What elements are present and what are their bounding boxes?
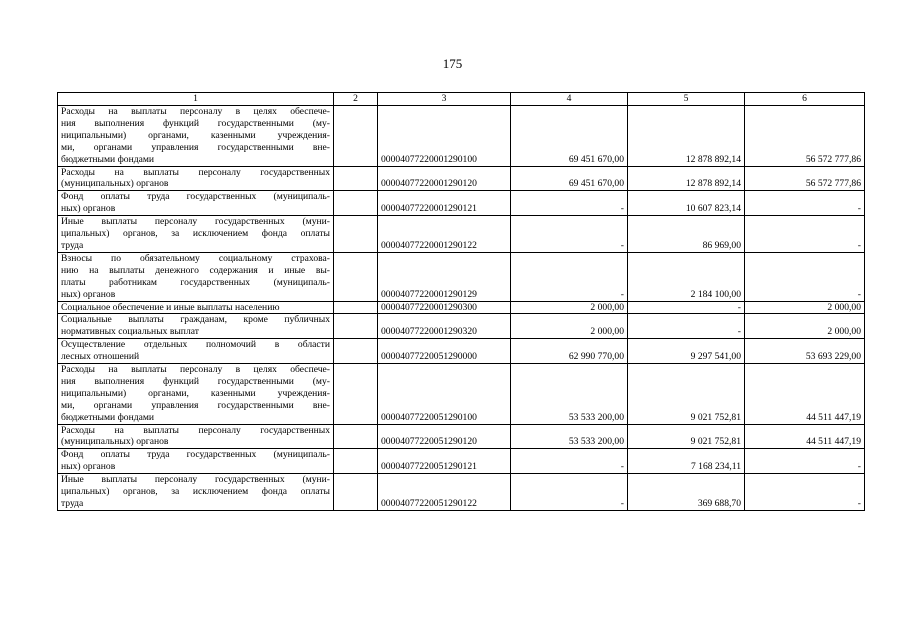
page-number: 175	[442, 56, 463, 71]
description-line: ми, органами управления государственными вне-	[61, 399, 330, 411]
description-line: Взносы по обязательному социальному страхова-	[61, 252, 330, 264]
column-header-4: 4	[511, 93, 628, 106]
row-approved-amount: 53 533 200,00	[511, 424, 628, 449]
description-line: ных) органов	[61, 203, 116, 215]
row-description	[58, 106, 334, 167]
table-row	[58, 449, 865, 474]
row-description	[58, 424, 334, 449]
description-line: ния выполнения функций государственными (му-	[61, 375, 330, 387]
row-column-2	[334, 166, 378, 191]
row-description	[58, 301, 334, 314]
row-unexecuted-amount: -	[745, 191, 865, 216]
row-executed-amount: 12 878 892,14	[628, 166, 745, 191]
description-line: Расходы на выплаты персоналу государственных	[61, 166, 330, 178]
row-column-2	[334, 474, 378, 511]
table-row	[58, 252, 865, 301]
row-executed-amount: 86 969,00	[628, 216, 745, 253]
row-budget-code: 00004077220001290121	[378, 191, 511, 216]
budget-table	[57, 92, 865, 511]
row-approved-amount: 69 451 670,00	[511, 106, 628, 167]
description-line: труда	[61, 239, 84, 251]
row-budget-code: 00004077220051290122	[378, 474, 511, 511]
row-approved-amount: -	[511, 216, 628, 253]
row-description	[58, 166, 334, 191]
table-header-row	[58, 93, 865, 106]
row-executed-amount: 369 688,70	[628, 474, 745, 511]
row-column-2	[334, 424, 378, 449]
description-line: ниципальными) органами, казенными учреждения-	[61, 129, 330, 141]
row-approved-amount: 62 990 770,00	[511, 339, 628, 364]
column-header-1: 1	[58, 93, 334, 106]
row-executed-amount: -	[628, 314, 745, 339]
row-budget-code: 00004077220051290120	[378, 424, 511, 449]
row-budget-code: 00004077220051290100	[378, 364, 511, 425]
description-line: ципальных) органов, за исключением фонда оплаты	[61, 486, 330, 498]
description-line: ния выполнения функций государственными (му-	[61, 117, 330, 129]
description-line: ми, органами управления государственными вне-	[61, 141, 330, 153]
row-executed-amount: 9 297 541,00	[628, 339, 745, 364]
row-approved-amount: 53 533 200,00	[511, 364, 628, 425]
row-description	[58, 339, 334, 364]
row-executed-amount: 12 878 892,14	[628, 106, 745, 167]
description-line: Социальное обеспечение и иные выплаты населению	[61, 301, 280, 313]
description-line: ципальных) органов, за исключением фонда оплаты	[61, 228, 330, 240]
row-budget-code: 00004077220001290120	[378, 166, 511, 191]
row-description	[58, 216, 334, 253]
row-column-2	[334, 216, 378, 253]
table-row	[58, 301, 865, 314]
row-executed-amount: 7 168 234,11	[628, 449, 745, 474]
row-budget-code: 00004077220001290320	[378, 314, 511, 339]
column-header-2: 2	[334, 93, 378, 106]
description-line: лесных отношений	[61, 351, 140, 363]
description-line: ных) органов	[61, 461, 116, 473]
row-unexecuted-amount: 44 511 447,19	[745, 424, 865, 449]
row-approved-amount: 69 451 670,00	[511, 166, 628, 191]
row-executed-amount: 2 184 100,00	[628, 252, 745, 301]
row-unexecuted-amount: 53 693 229,00	[745, 339, 865, 364]
column-header-3: 3	[378, 93, 511, 106]
row-unexecuted-amount: 56 572 777,86	[745, 166, 865, 191]
description-line: бюджетными фондами	[61, 411, 155, 423]
row-approved-amount: 2 000,00	[511, 301, 628, 314]
row-column-2	[334, 314, 378, 339]
row-description	[58, 191, 334, 216]
row-column-2	[334, 191, 378, 216]
table-row	[58, 166, 865, 191]
row-unexecuted-amount: 44 511 447,19	[745, 364, 865, 425]
row-column-2	[334, 339, 378, 364]
description-line: (муниципальных) органов	[61, 178, 169, 190]
row-approved-amount: -	[511, 449, 628, 474]
row-column-2	[334, 449, 378, 474]
description-line: Иные выплаты персоналу государственных (муни-	[61, 474, 330, 486]
description-line: Социальные выплаты гражданам, кроме публичных	[61, 314, 330, 326]
table-row	[58, 424, 865, 449]
row-description	[58, 449, 334, 474]
row-approved-amount: -	[511, 252, 628, 301]
row-budget-code: 00004077220001290122	[378, 216, 511, 253]
description-line: Фонд оплаты труда государственных (муниципаль-	[61, 191, 330, 203]
row-unexecuted-amount: 56 572 777,86	[745, 106, 865, 167]
description-line: Расходы на выплаты персоналу в целях обеспече-	[61, 364, 330, 376]
row-description	[58, 364, 334, 425]
table-body	[58, 106, 865, 511]
row-unexecuted-amount: -	[745, 216, 865, 253]
description-line: Фонд оплаты труда государственных (муниципаль-	[61, 449, 330, 461]
row-unexecuted-amount: 2 000,00	[745, 314, 865, 339]
row-description	[58, 314, 334, 339]
table-row	[58, 364, 865, 425]
row-budget-code: 00004077220001290129	[378, 252, 511, 301]
column-header-6: 6	[745, 93, 865, 106]
description-line: Расходы на выплаты персоналу в целях обеспече-	[61, 106, 330, 117]
description-line: бюджетными фондами	[61, 153, 155, 165]
row-column-2	[334, 252, 378, 301]
description-line: нормативных социальных выплат	[61, 326, 199, 338]
table-row	[58, 191, 865, 216]
row-unexecuted-amount: -	[745, 474, 865, 511]
row-budget-code: 00004077220051290121	[378, 449, 511, 474]
row-column-2	[334, 364, 378, 425]
row-executed-amount: 9 021 752,81	[628, 364, 745, 425]
row-approved-amount: -	[511, 474, 628, 511]
row-budget-code: 00004077220001290300	[378, 301, 511, 314]
description-line: (муниципальных) органов	[61, 436, 169, 448]
row-description	[58, 252, 334, 301]
row-column-2	[334, 106, 378, 167]
table-row	[58, 339, 865, 364]
description-line: Иные выплаты персоналу государственных (муни-	[61, 216, 330, 228]
row-unexecuted-amount: -	[745, 252, 865, 301]
row-approved-amount: -	[511, 191, 628, 216]
row-description	[58, 474, 334, 511]
row-approved-amount: 2 000,00	[511, 314, 628, 339]
row-executed-amount: 10 607 823,14	[628, 191, 745, 216]
row-executed-amount: -	[628, 301, 745, 314]
description-line: Расходы на выплаты персоналу государственных	[61, 424, 330, 436]
row-unexecuted-amount: 2 000,00	[745, 301, 865, 314]
table-row	[58, 216, 865, 253]
description-line: платы работникам государственных (муниципаль-	[61, 276, 330, 288]
table-row	[58, 314, 865, 339]
description-line: нию на выплаты денежного содержания и иные вы-	[61, 264, 330, 276]
description-line: ниципальными) органами, казенными учреждения-	[61, 387, 330, 399]
row-executed-amount: 9 021 752,81	[628, 424, 745, 449]
description-line: ных) органов	[61, 288, 116, 300]
table-row	[58, 106, 865, 167]
description-line: труда	[61, 498, 84, 509]
row-budget-code: 00004077220001290100	[378, 106, 511, 167]
row-budget-code: 00004077220051290000	[378, 339, 511, 364]
column-header-5: 5	[628, 93, 745, 106]
row-column-2	[334, 301, 378, 314]
table-row	[58, 474, 865, 511]
row-unexecuted-amount: -	[745, 449, 865, 474]
description-line: Осуществление отдельных полномочий в области	[61, 339, 330, 351]
